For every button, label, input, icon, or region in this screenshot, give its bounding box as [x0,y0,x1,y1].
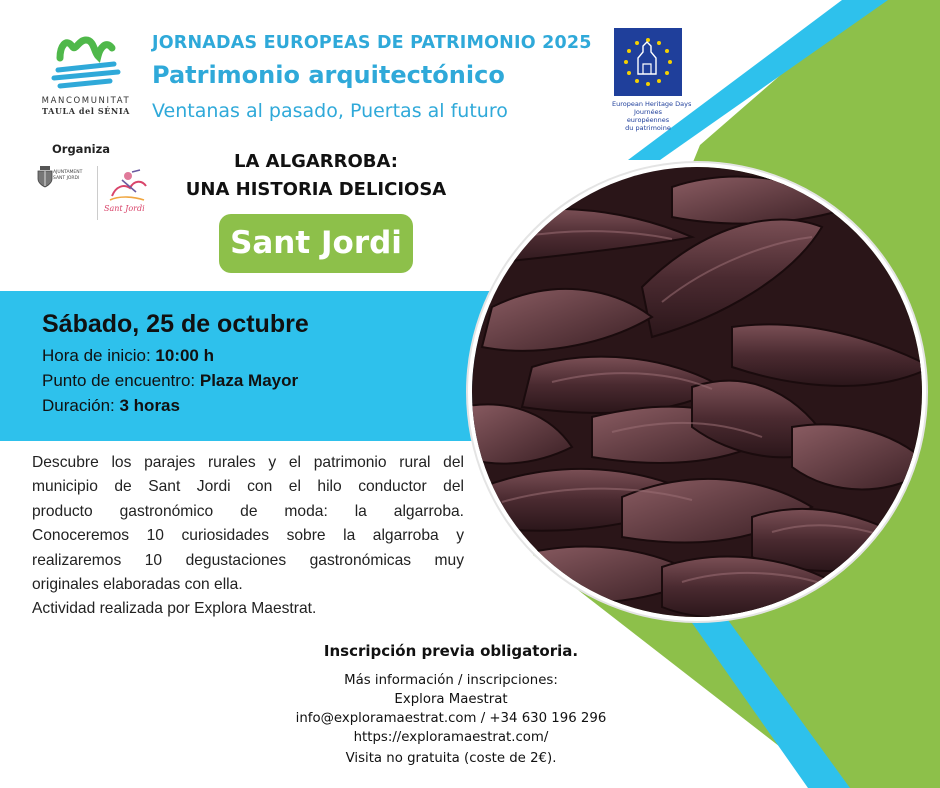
carob-photo [472,167,922,617]
organizer-name: Explora Maestrat [394,692,508,707]
activity-title [162,148,470,204]
european-heritage-days-logo [612,28,692,132]
eu-flag-icon [614,28,682,96]
ehd-label-fr-1: Journées européennes [626,108,670,124]
activity-title-line2: UNA HISTORIA DELICIOSA [185,179,447,200]
event-heading: JORNADAS EUROPEAS DE PATRIMONIO 2025 [152,33,592,53]
organiza-label: Organiza [52,142,111,156]
description-line: producto gastronómico de moda: la algarroba. [32,502,464,520]
duration-row [42,396,180,416]
coat-of-arms-icon [37,166,53,188]
meeting-point-row [42,371,298,391]
registration-notice: Inscripción previa obligatoria. [323,642,579,660]
tagline: Ventanas al pasado, Puertas al futuro [152,100,508,122]
contact-email-phone[interactable]: info@exploramaestrat.com / +34 630 196 296 [295,711,607,726]
saint-george-dragon-icon [102,166,152,204]
meeting-point-value: Plaza Mayor [199,371,299,390]
event-date: Sábado, 25 de octubre [42,310,309,338]
ajuntament-label-1: AJUNTAMENT [53,170,83,175]
description-line: Descubre los parajes rurales y el patrimonio rural del [32,454,464,471]
mancomunitat-m-icon [46,30,126,92]
website-link[interactable]: https://exploramaestrat.com/ [353,730,549,745]
description-line: municipio de Sant Jordi con el hilo conductor del [32,478,464,496]
ajuntament-sant-jordi-logo [37,164,92,194]
sant-jordi-logo [97,166,150,220]
price-note: Visita no gratuita (coste de 2€). [345,751,557,766]
description-line: originales elaboradas con ella. [32,576,243,594]
description-line: Actividad realizada por Explora Maestrat. [32,600,317,618]
meeting-point-label: Punto de encuentro: [42,371,196,390]
duration-label: Duración: [42,396,115,415]
mancomunitat-subname: TAULA del SÉNIA [42,106,130,116]
mancomunitat-name: MANCOMUNITAT [41,96,131,106]
theme-heading: Patrimonio arquitectónico [152,61,505,89]
sant-jordi-script: Sant Jordi [104,204,145,213]
activity-description [32,451,464,622]
description-line: Conoceremos 10 curiosidades sobre la algarroba y [32,527,464,545]
start-time-value: 10:00 h [155,346,214,365]
ehd-label-fr-2: du patrimoine [625,124,671,132]
description-line: realizaremos 10 degustaciones gastronómicas muy [32,551,464,569]
mancomunitat-logo [38,30,134,120]
start-time-row [42,346,214,366]
carob-pods-illustration [472,167,922,617]
ajuntament-label-2: SANT JORDI [53,176,80,181]
activity-title-line1: LA ALGARROBA: [234,151,398,172]
duration-value: 3 horas [119,396,180,415]
more-info-label: Más información / inscripciones: [344,673,558,688]
location-badge: Sant Jordi [219,214,413,273]
start-time-label: Hora de inicio: [42,346,151,365]
ehd-label-en: European Heritage Days [612,100,692,108]
